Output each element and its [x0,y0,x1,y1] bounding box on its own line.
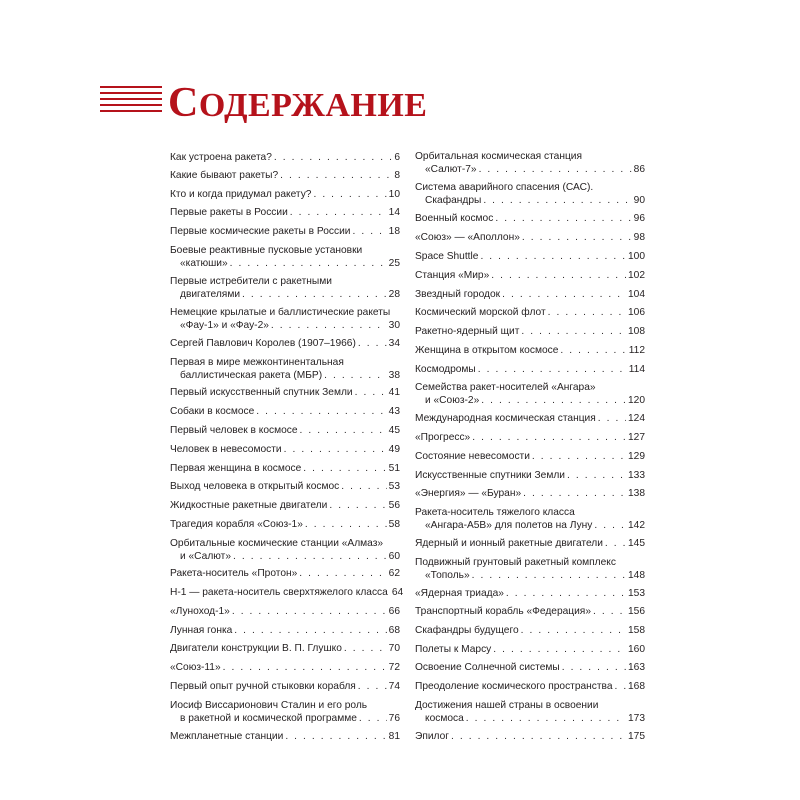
toc-leader-dots [305,518,387,531]
toc-leader-dots [344,642,387,655]
toc-leader-dots [359,712,387,725]
toc-page-number: 100 [628,251,645,262]
toc-page-number: 86 [633,164,645,175]
toc-leader-dots [472,431,626,444]
toc-entry-title: «катюши» [180,258,228,269]
toc-leader-dots [548,306,626,319]
toc-page-number: 108 [628,326,645,337]
toc-page-number: 175 [628,731,645,742]
toc-entry-title: Собаки в космосе [170,406,255,417]
toc-page-number: 163 [628,662,645,673]
toc-entry[interactable] [415,269,645,282]
toc-entry[interactable] [170,480,400,493]
toc-leader-dots [522,231,632,244]
toc-entry-title: Ракетно-ядерный щит [415,326,520,337]
toc-entry[interactable] [415,587,645,600]
toc-leader-dots [242,288,387,301]
toc-entry[interactable] [170,386,400,399]
toc-entry[interactable] [170,424,400,437]
toc-entry[interactable] [170,586,404,599]
toc-leader-dots [483,194,631,207]
toc-leader-dots [567,469,626,482]
toc-page-number: 25 [388,258,400,269]
toc-leader-dots [593,605,626,618]
toc-page-number: 81 [388,731,400,742]
toc-page-number: 168 [628,681,645,692]
toc-page-number: 104 [628,289,645,300]
toc-entry-title: баллистическая ракета (МБР) [180,370,323,381]
toc-page-number: 133 [628,470,645,481]
toc-page-number: 72 [388,662,400,673]
toc-entry-title: Лунная гонка [170,625,233,636]
toc-entry-title: двигателями [180,289,241,300]
toc-entry[interactable] [415,506,645,532]
toc-page-number: 148 [628,570,645,581]
toc-page-number: 49 [388,444,400,455]
toc-entry-title: Подвижный грунтовый ракетный комплекс [415,557,616,568]
toc-entry-title: «Ядерная триада» [415,588,504,599]
toc-entry-title: Звездный городок [415,289,501,300]
toc-leader-dots [358,680,387,693]
toc-leader-dots [521,325,626,338]
title-stripe [100,104,162,106]
toc-leader-dots [479,163,632,176]
toc-leader-dots [271,319,387,332]
toc-leader-dots [284,443,387,456]
toc-page-number: 112 [628,345,645,356]
toc-entry-title: Боевые реактивные пусковые установки [170,245,363,256]
toc-entry[interactable] [415,325,645,338]
toc-entry[interactable] [415,624,645,637]
toc-entry-title: Военный космос [415,213,494,224]
toc-entry[interactable] [170,661,400,674]
toc-entry[interactable] [170,537,400,563]
toc-leader-dots [274,151,392,164]
toc-page-number: 160 [628,644,645,655]
toc-entry-title: Ядерный и ионный ракетные двигатели [415,538,603,549]
title-stripe [100,92,162,94]
toc-leader-dots [230,257,387,270]
toc-entry-title: и «Салют» [180,551,232,562]
toc-page-number: 62 [388,568,400,579]
toc-page-number: 142 [628,520,645,531]
toc-entry[interactable] [415,250,645,263]
toc-entry-title: Первая женщина в космосе [170,463,302,474]
toc-entry-title: Как устроена ракета? [170,152,272,163]
toc-entry-title: «Луноход-1» [170,606,230,617]
title-stripe [100,86,162,88]
toc-leader-dots [324,369,387,382]
toc-page-number: 56 [388,500,400,511]
toc-entry[interactable] [170,188,400,201]
toc-entry-title: «Энергия» — «Буран» [415,488,522,499]
toc-entry-title: Первые истребители с ракетными [170,276,332,287]
toc-entry[interactable] [415,381,645,407]
toc-entry-title: Сергей Павлович Королев (1907–1966) [170,338,356,349]
toc-entry[interactable] [170,306,400,332]
toc-page-number: 124 [628,413,645,424]
toc-page-number: 114 [628,364,645,375]
toc-entry-title: Семейства ракет-носителей «Ангара» [415,382,596,393]
toc-entry[interactable] [170,567,400,580]
toc-entry[interactable] [170,169,400,182]
toc-page-number: 127 [628,432,645,443]
toc-entry[interactable] [415,150,645,176]
toc-entry-title: Ракета-носитель «Протон» [170,568,298,579]
toc-entry-title: Иосиф Виссарионович Сталин и его роль [170,700,368,711]
toc-entry-title: Какие бывают ракеты? [170,170,279,181]
toc-leader-dots [605,537,626,550]
toc-entry-title: Космический морской флот [415,307,546,318]
toc-entry-title: «Фау-1» и «Фау-2» [180,320,269,331]
toc-page-number: 38 [388,370,400,381]
toc-entry-title: «Союз» — «Аполлон» [415,232,520,243]
toc-entry-title: Эпилог [415,731,449,742]
toc-leader-dots [358,337,387,350]
toc-entry[interactable] [415,288,645,301]
toc-page-number: 158 [628,625,645,636]
toc-entry-title: Межпланетные станции [170,731,284,742]
toc-entry-title: Немецкие крылатые и баллистические ракеты [170,307,391,318]
toc-entry[interactable] [415,487,645,500]
toc-entry-title: Система аварийного спасения (САС). [415,182,594,193]
toc-entry[interactable] [170,518,400,531]
toc-leader-dots [495,212,631,225]
toc-leader-dots [480,250,626,263]
toc-page-number: 106 [628,307,645,318]
toc-entry[interactable] [170,680,400,693]
toc-page-number: 74 [388,681,400,692]
toc-leader-dots [451,730,626,743]
toc-entry[interactable] [415,231,645,244]
toc-leader-dots [353,225,387,238]
toc-leader-dots [232,605,387,618]
toc-entry[interactable] [415,605,645,618]
toc-leader-dots [502,288,626,301]
toc-entry[interactable] [415,699,645,725]
toc-entry[interactable] [415,643,645,656]
toc-page-number: 64 [391,587,404,598]
toc-entry-title: Первый опыт ручной стыковки корабля [170,681,356,692]
toc-page-number: 34 [388,338,400,349]
page-title [168,78,427,131]
toc-entry-title: Скафандры [425,195,482,206]
toc-entry-title: «Ангара-А5В» для полетов на Луну [425,520,593,531]
title-stripe [100,98,162,100]
toc-entry[interactable] [415,344,645,357]
toc-entry[interactable] [415,431,645,444]
toc-page-number: 28 [388,289,400,300]
toc-page-number: 138 [628,488,645,499]
toc-entry-title: и «Союз-2» [425,395,480,406]
toc-entry-title: Первые космические ракеты в России [170,226,351,237]
toc-entry[interactable] [415,537,645,550]
toc-entry-title: Орбитальная космическая станция [415,151,582,162]
toc-page-number: 96 [633,213,645,224]
page-title-rest: ОДЕРЖАНИЕ [198,87,428,124]
toc-entry-title: Трагедия корабля «Союз-1» [170,519,303,530]
toc-leader-dots [299,567,386,580]
toc-page-number: 66 [388,606,400,617]
toc-entry[interactable] [415,730,645,743]
toc-entry[interactable] [170,462,400,475]
toc-entry[interactable] [415,412,645,425]
toc-entry[interactable] [170,624,400,637]
toc-leader-dots [341,480,386,493]
toc-leader-dots [329,499,386,512]
toc-leader-dots [493,643,626,656]
toc-entry-title: Международная космическая станция [415,413,596,424]
toc-page-number: 68 [388,625,400,636]
toc-entry-title: Освоение Солнечной системы [415,662,560,673]
toc-entry[interactable] [170,275,400,301]
toc-page-number: 10 [388,189,400,200]
toc-page-number: 14 [388,207,400,218]
toc-entry-title: «Прогресс» [415,432,471,443]
toc-leader-dots [355,386,387,399]
toc-entry[interactable] [170,499,400,512]
toc-page-number: 51 [388,463,400,474]
toc-entry-title: Выход человека в открытый космос [170,481,340,492]
toc-entry-title: Н-1 — ракета-носитель сверхтяжелого класса [170,587,388,598]
toc-entry[interactable] [170,699,400,725]
toc-leader-dots [506,587,626,600]
toc-page-number: 18 [388,226,400,237]
toc-page-number: 129 [628,451,645,462]
toc-entry-title: «Тополь» [425,570,470,581]
toc-page-number: 90 [633,195,645,206]
toc-leader-dots [223,661,387,674]
toc-leader-dots [472,569,626,582]
toc-page-number: 76 [388,713,400,724]
toc-entry[interactable] [415,363,645,376]
toc-leader-dots [233,550,387,563]
toc-entry[interactable] [170,605,400,618]
toc-leader-dots [234,624,386,637]
toc-entry-title: Двигатели конструкции В. П. Глушко [170,643,342,654]
toc-entry[interactable] [415,212,645,225]
toc-entry-title: Искусственные спутники Земли [415,470,565,481]
toc-entry[interactable] [415,661,645,674]
toc-leader-dots [523,487,626,500]
toc-entry[interactable] [170,443,400,456]
toc-page-number: 98 [633,232,645,243]
toc-leader-dots [521,624,626,637]
toc-page-number: 145 [628,538,645,549]
toc-entry-title: Первый искусственный спутник Земли [170,387,353,398]
toc-entry-title: Станция «Мир» [415,270,490,281]
toc-leader-dots [290,206,387,219]
toc-entry-title: Орбитальные космические станции «Алмаз» [170,538,384,549]
toc-leader-dots [562,661,626,674]
toc-entry-title: Полеты к Марсу [415,644,492,655]
toc-leader-dots [560,344,626,357]
toc-page-number: 8 [394,170,400,181]
toc-entry-title: Космодромы [415,364,476,375]
toc-entry-title: Человек в невесомости [170,444,282,455]
title-stripes-decoration [100,86,162,116]
toc-page-number: 30 [388,320,400,331]
toc-entry-title: Жидкостные ракетные двигатели [170,500,328,511]
toc-entry-title: Первый человек в космосе [170,425,298,436]
toc-leader-dots [300,424,387,437]
toc-entry[interactable] [170,642,400,655]
toc-entry[interactable] [415,181,645,207]
toc-entry[interactable] [415,680,645,693]
toc-page-number: 156 [628,606,645,617]
toc-entry[interactable] [415,306,645,319]
toc-entry[interactable] [170,730,400,743]
toc-page-number: 120 [628,395,645,406]
toc-entry[interactable] [415,556,645,582]
toc-leader-dots [280,169,392,182]
toc-page-number: 173 [628,713,645,724]
toc-leader-dots [491,269,626,282]
toc-entry-title: «Салют-7» [425,164,477,175]
toc-leader-dots [598,412,626,425]
toc-entry[interactable] [415,469,645,482]
toc-entry[interactable] [170,337,400,350]
toc-entry-title: Транспортный корабль «Федерация» [415,606,591,617]
toc-entry-title: в ракетной и космической программе [180,713,357,724]
title-stripe [100,110,162,112]
toc-entry-title: космоса [425,713,464,724]
toc-page-number: 102 [628,270,645,281]
toc-page-number: 60 [388,551,400,562]
toc-entry-title: Скафандры будущего [415,625,519,636]
toc-entry[interactable] [170,151,400,164]
toc-page-number: 41 [388,387,400,398]
toc-entry[interactable] [170,206,400,219]
toc-leader-dots [313,188,386,201]
page-title-initial: С [168,80,199,126]
toc-leader-dots [532,450,626,463]
toc-entry[interactable] [170,225,400,238]
toc-entry-title: Первые ракеты в России [170,207,288,218]
toc-page-number: 153 [628,588,645,599]
toc-leader-dots [256,405,386,418]
toc-entry-title: Space Shuttle [415,251,479,262]
toc-leader-dots [466,712,626,725]
toc-page-number: 58 [388,519,400,530]
toc-entry[interactable] [415,450,645,463]
toc-leader-dots [615,680,626,693]
toc-entry-title: Женщина в открытом космосе [415,345,559,356]
toc-entry[interactable] [170,356,400,382]
toc-entry-title: Состояние невесомости [415,451,530,462]
toc-entry[interactable] [170,244,400,270]
toc-leader-dots [478,363,627,376]
toc-leader-dots [285,730,386,743]
toc-leader-dots [594,519,626,532]
toc-entry-title: Ракета-носитель тяжелого класса [415,507,575,518]
toc-page-number: 43 [388,406,400,417]
toc-entry-title: «Союз-11» [170,662,221,673]
toc-leader-dots [303,462,386,475]
toc-page-number: 70 [388,643,400,654]
toc-entry[interactable] [170,405,400,418]
toc-page-number: 53 [388,481,400,492]
toc-page-number: 45 [388,425,400,436]
toc-entry-title: Кто и когда придумал ракету? [170,189,312,200]
toc-page-number: 6 [394,152,400,163]
toc-leader-dots [481,394,626,407]
toc-entry-title: Первая в мире межконтинентальная [170,357,344,368]
toc-entry-title: Достижения нашей страны в освоении [415,700,599,711]
toc-entry-title: Преодоление космического пространства [415,681,613,692]
